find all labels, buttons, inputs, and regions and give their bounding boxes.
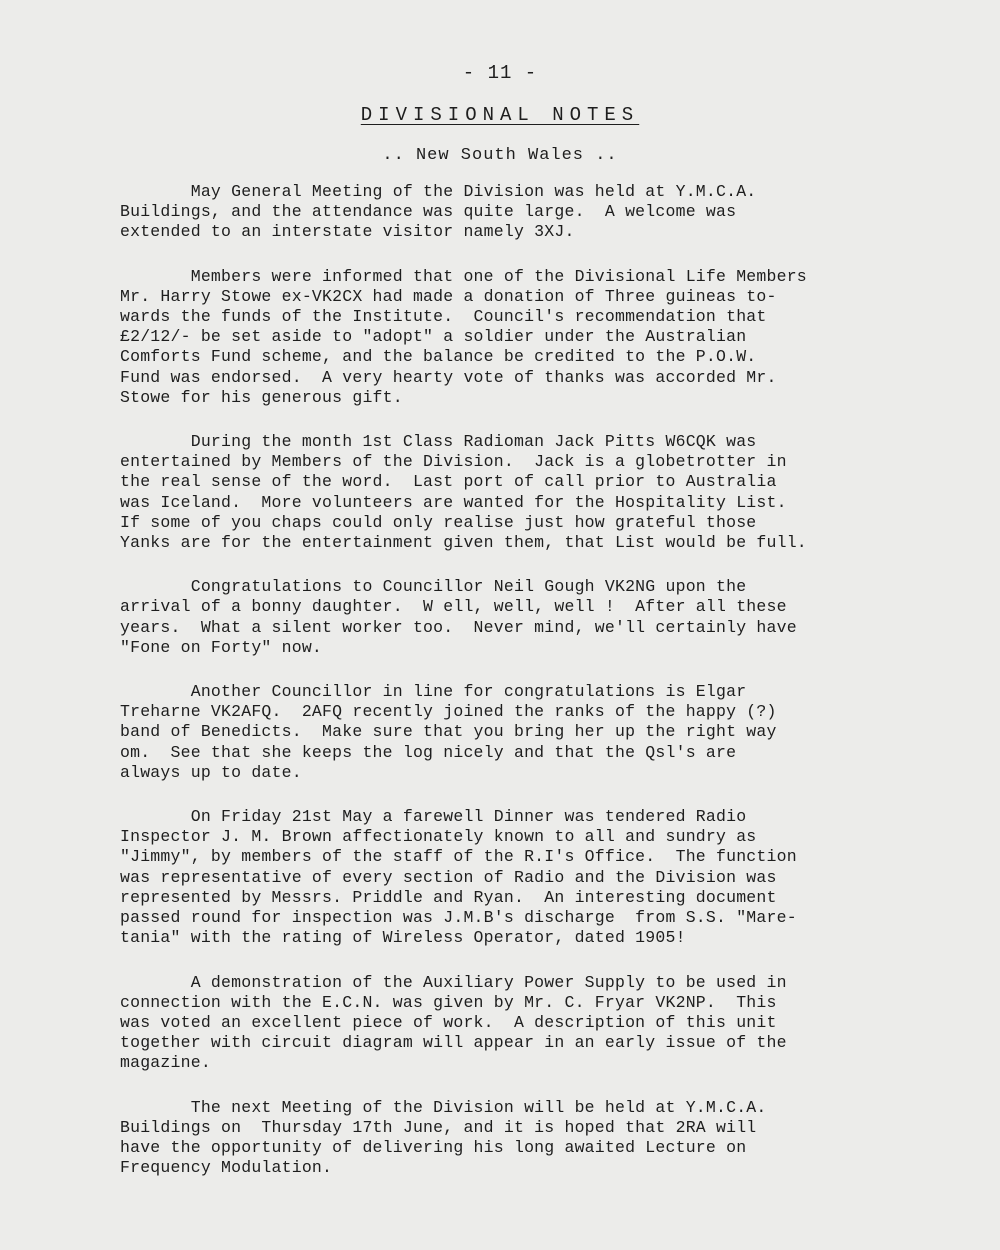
text-line: Inspector J. M. Brown affectionately known to all and sundry as [120,827,757,847]
text-line: together with circuit diagram will appear in an early issue of the [120,1033,787,1053]
page-number: - 11 - [462,62,538,84]
text-line: Yanks are for the entertainment given them, that List would be full. [120,533,807,553]
paragraph [120,267,935,408]
paragraph [120,1098,935,1179]
text-line: During the month 1st Class Radioman Jack Pitts W6CQK was [120,432,757,452]
text-line: "Jimmy", by members of the staff of the R.I's Office. The function [120,847,797,867]
text-line: was Iceland. More volunteers are wanted for the Hospitality List. [120,492,787,512]
text-line: represented by Messrs. Priddle and Ryan. An interesting document [120,887,777,907]
article-body [120,182,935,1202]
text-line: Another Councillor in line for congratulations is Elgar [120,682,747,702]
text-line: Buildings on Thursday 17th June, and it is hoped that 2RA will [120,1117,757,1137]
text-line: magazine. [120,1053,211,1073]
paragraph [120,577,935,658]
text-line: On Friday 21st May a farewell Dinner was tendered Radio [120,807,747,827]
text-line: wards the funds of the Institute. Council's recommendation that [120,307,767,327]
text-line: tania" with the rating of Wireless Operator, dated 1905! [120,928,686,948]
text-line: entertained by Members of the Division. Jack is a globetrotter in [120,452,787,472]
page-title: DIVISIONAL NOTES [360,104,640,126]
paragraph [120,807,935,948]
text-line: Congratulations to Councillor Neil Gough VK2NG upon the [120,577,747,597]
text-line: Comforts Fund scheme, and the balance be credited to the P.O.W. [120,347,757,367]
paragraph [120,973,935,1074]
text-line: Members were informed that one of the Divisional Life Members [120,266,807,286]
text-line: years. What a silent worker too. Never mind, we'll certainly have [120,617,797,637]
text-line: The next Meeting of the Division will be held at Y.M.C.A. [120,1097,767,1117]
text-line: Buildings, and the attendance was quite large. A welcome was [120,202,737,222]
text-line: Mr. Harry Stowe ex-VK2CX had made a donation of Three guineas to- [120,286,777,306]
text-line: extended to an interstate visitor namely 3XJ. [120,222,575,242]
text-line: £2/12/- be set aside to "adopt" a soldier under the Australian [120,327,747,347]
text-line: om. See that she keeps the log nicely and that the Qsl's are [120,742,737,762]
text-line: connection with the E.C.N. was given by Mr. C. Fryar VK2NP. This [120,992,777,1012]
text-line: was voted an excellent piece of work. A description of this unit [120,1012,777,1032]
paragraph [120,682,935,783]
text-line: always up to date. [120,762,302,782]
text-line: Fund was endorsed. A very hearty vote of thanks was accorded Mr. [120,367,777,387]
text-line: Frequency Modulation. [120,1158,333,1178]
text-line: have the opportunity of delivering his long awaited Lecture on [120,1137,747,1157]
paragraph [120,182,935,243]
text-line: Treharne VK2AFQ. 2AFQ recently joined the ranks of the happy (?) [120,702,777,722]
page-subtitle: .. New South Wales .. [382,146,618,165]
paragraph [120,432,935,553]
text-line: Stowe for his generous gift. [120,387,403,407]
text-line: May General Meeting of the Division was held at Y.M.C.A. [120,182,757,201]
text-line: band of Benedicts. Make sure that you bring her up the right way [120,722,777,742]
text-line: the real sense of the word. Last port of call prior to Australia [120,472,777,492]
text-line: If some of you chaps could only realise just how grateful those [120,512,757,532]
text-line: passed round for inspection was J.M.B's discharge from S.S. "Mare- [120,908,797,928]
text-line: "Fone on Forty" now. [120,637,323,657]
text-line: was representative of every section of Radio and the Division was [120,867,777,887]
text-line: A demonstration of the Auxiliary Power Supply to be used in [120,972,787,992]
text-line: arrival of a bonny daughter. W ell, well, well ! After all these [120,597,787,617]
